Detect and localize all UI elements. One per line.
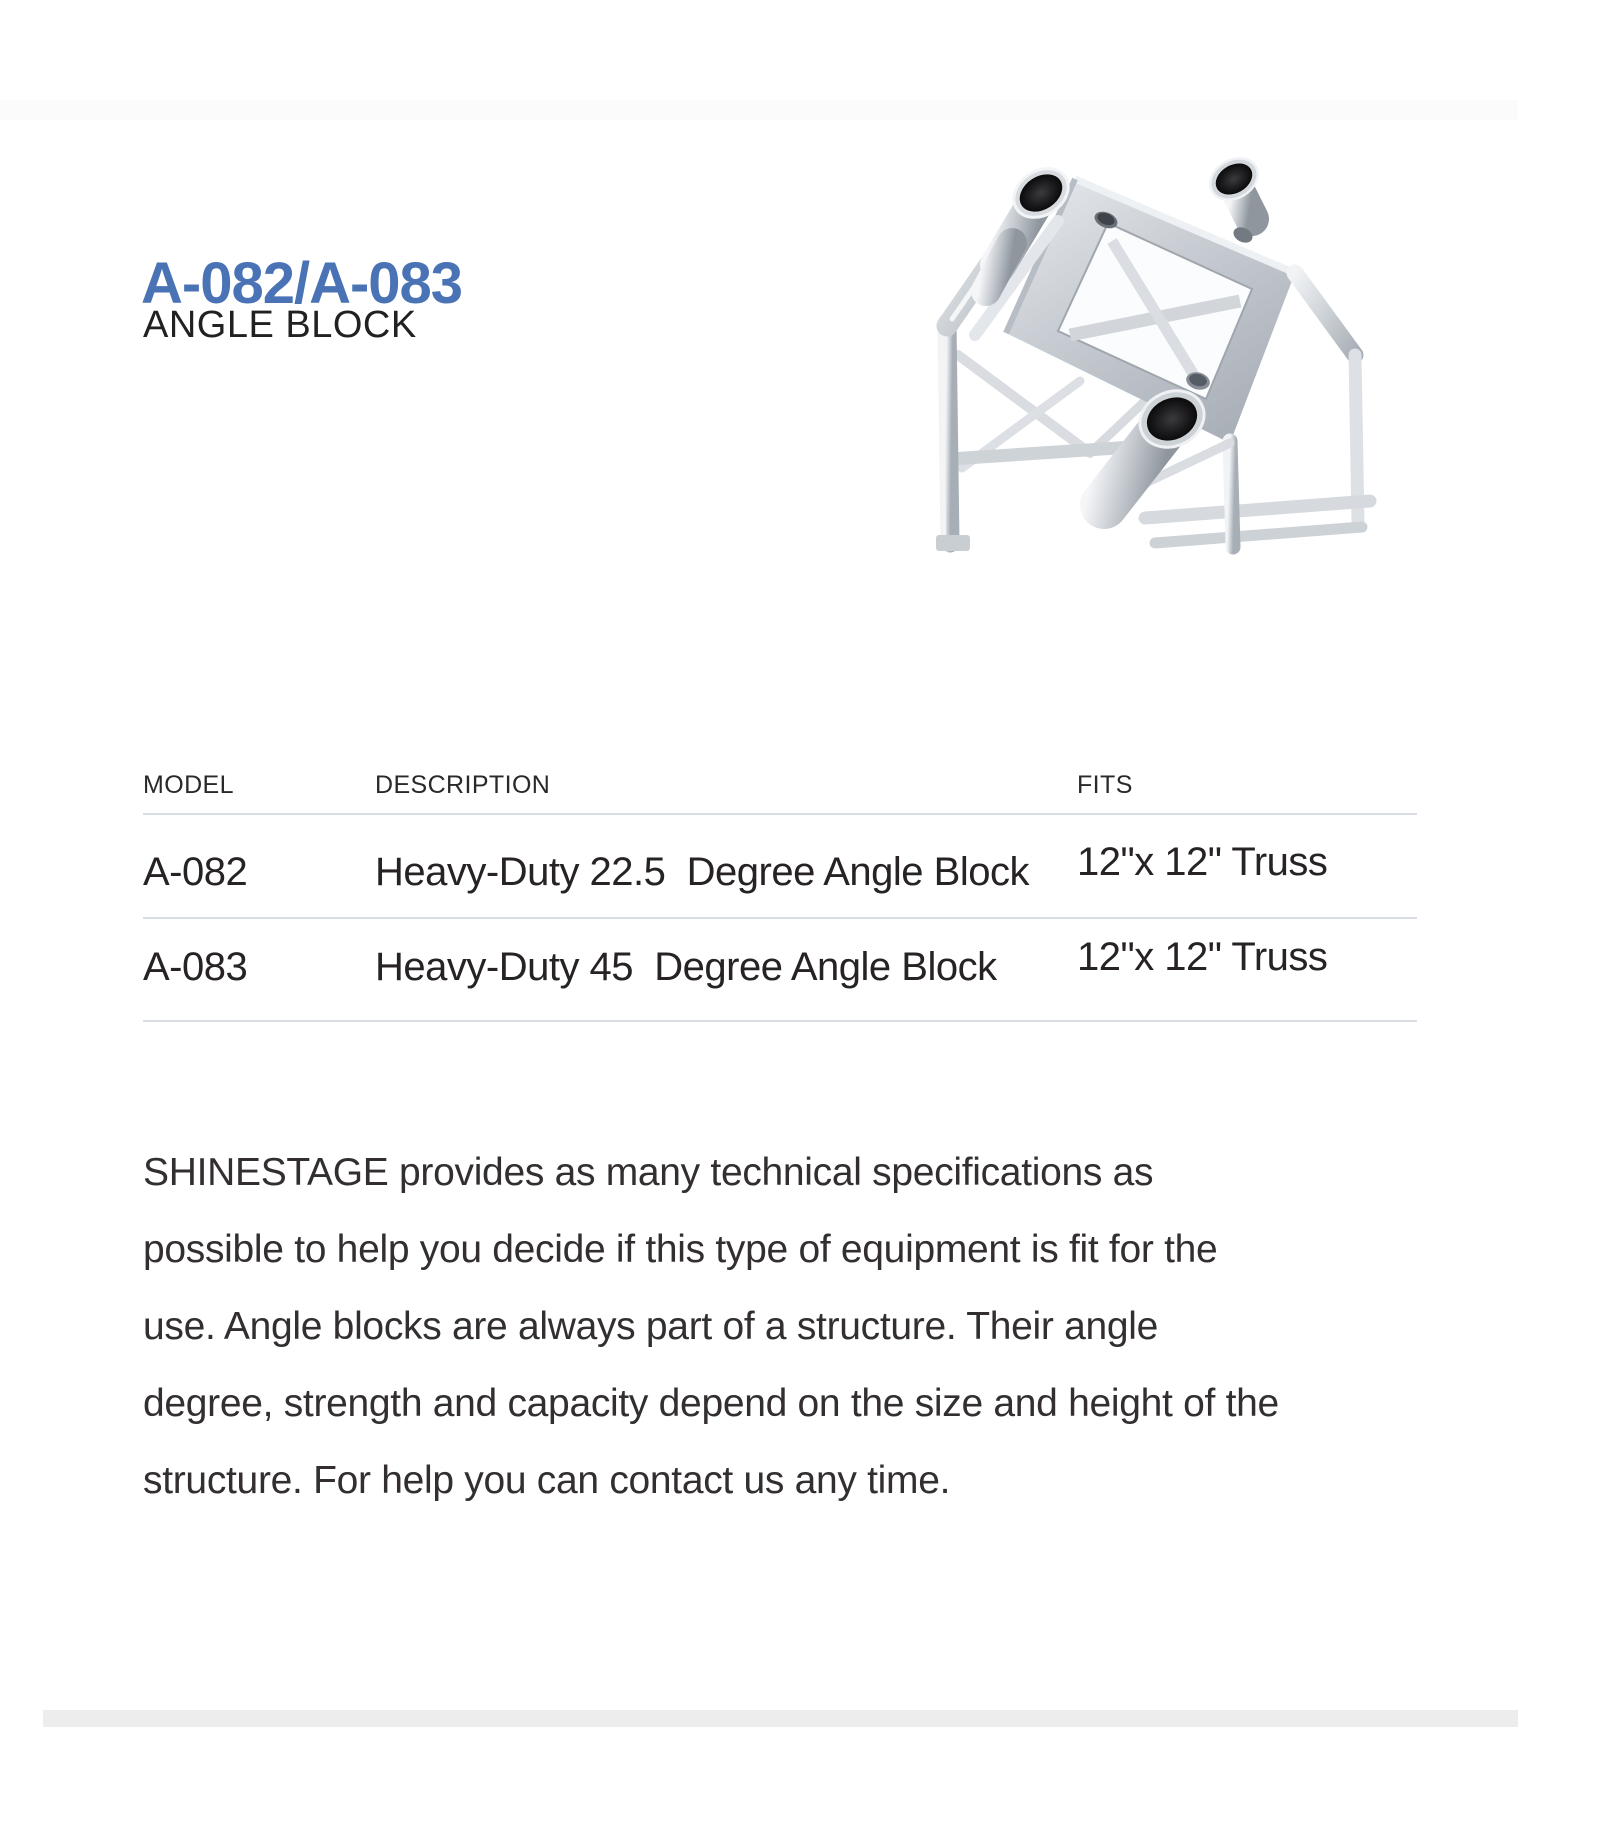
paragraph-line: use. Angle blocks are always part of a structure. Their angle [143,1305,1159,1348]
table-divider [143,1020,1417,1022]
description-cell: Heavy-Duty 45 Degree Angle Block [375,945,997,989]
truss-corner-tube-top-right [1203,150,1265,246]
column-header-description: DESCRIPTION [375,771,551,799]
column-header-model: MODEL [143,771,234,799]
paragraph-line: degree, strength and capacity depend on the size and height of the [143,1382,1279,1425]
column-header-fits: FITS [1077,771,1133,799]
paragraph-line: structure. For help you can contact us any time. [143,1459,951,1502]
paragraph-line: possible to help you decide if this type of equipment is fit for the [143,1228,1218,1271]
description-cell: Heavy-Duty 22.5 Degree Angle Block [375,850,1029,894]
model-cell: A-083 [143,945,248,989]
page-title: A-082/A-083 [141,250,463,316]
footer-bar [43,1710,1518,1727]
page-top-band [0,100,1518,120]
fits-cell: 12"x 12" Truss [1077,840,1328,884]
table-divider [143,917,1417,919]
description-paragraph [143,1134,1473,1519]
page-subtitle: ANGLE BLOCK [143,304,417,346]
spec-table [143,770,1417,1024]
model-cell: A-082 [143,850,248,894]
table-divider [143,813,1417,815]
fits-cell: 12"x 12" Truss [1077,935,1328,979]
product-image-angle-block-render [900,123,1460,558]
paragraph-line: SHINESTAGE provides as many technical specifications as [143,1151,1154,1194]
